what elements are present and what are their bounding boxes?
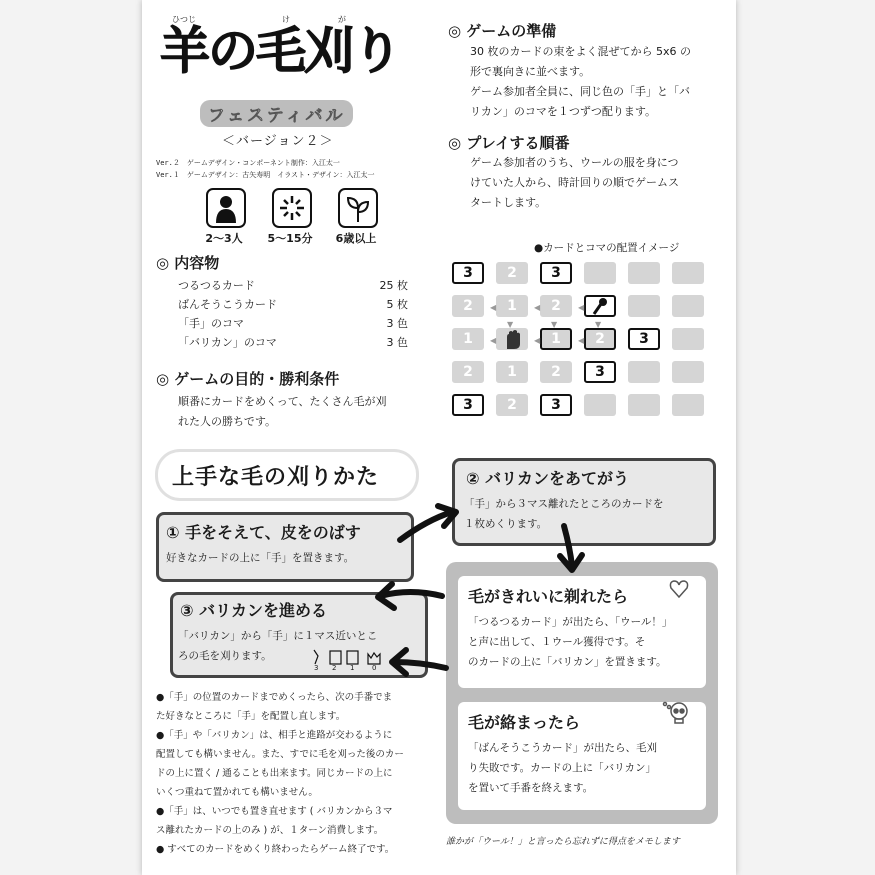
- step2-line: 「手」から３マス離れたところのカードを: [464, 498, 664, 510]
- rules-sheet: [142, 0, 736, 875]
- order-heading: ◎ プレイする順番: [448, 134, 570, 152]
- step2-line: １枚めくります。: [464, 518, 548, 530]
- grid-card-three: 3: [540, 394, 572, 416]
- step3-title: ③ バリカンを進める: [180, 601, 327, 620]
- note-line: た好きなところに「手」を配置し直します。: [156, 711, 346, 722]
- order-line: ゲーム参加者のうち、ウールの服を身につ: [470, 156, 679, 169]
- direction-arrow-icon: ◀: [578, 336, 585, 345]
- setup-heading: ◎ ゲームの準備: [448, 22, 557, 40]
- setup-line: 30 枚のカードの束をよく混ぜてから 5x6 の: [470, 45, 691, 58]
- setup-line: ゲーム参加者全員に、同じ色の「手」と「バ: [470, 85, 690, 98]
- goal-line: れた人の勝ちです。: [178, 415, 277, 428]
- note-line: ●「手」や「バリカン」は、相手と進路が交わるように: [156, 730, 393, 741]
- arrow-panel-to-step3: [380, 592, 442, 596]
- grid-card-number: 2: [496, 262, 528, 284]
- note-line: 配置しても構いません。また、すでに毛を刈った後のカー: [156, 749, 404, 760]
- direction-arrow-icon: ◀: [578, 303, 585, 312]
- mini-label: 0: [372, 664, 377, 672]
- mini-label: 1: [350, 664, 355, 672]
- spec-players: 2〜3人: [205, 232, 243, 245]
- grid-card-number: 2: [540, 295, 572, 317]
- step2-title: ② バリカンをあてがう: [466, 469, 629, 488]
- grid-card-number: 1: [496, 361, 528, 383]
- clean-line: と声に出して、１ウール獲得です。そ: [468, 636, 646, 648]
- mini-label: 2: [332, 664, 337, 672]
- direction-arrow-icon: ◀: [534, 303, 541, 312]
- contents-item-name: つるつるカード: [178, 279, 255, 292]
- order-line: けていた人から、時計回りの順でゲームス: [470, 176, 679, 189]
- spec-time: 5〜15分: [267, 232, 313, 245]
- direction-arrow-icon: ▼: [551, 320, 558, 329]
- grid-card-number: 1: [496, 295, 528, 317]
- note-line: ドの上に置く / 通ることも出来ます。同じカードの上に: [156, 768, 393, 779]
- grid-card-number: 2: [540, 361, 572, 383]
- direction-arrow-icon: ◀: [490, 303, 497, 312]
- grid-card-number: 2: [452, 361, 484, 383]
- tangle-title: 毛が絡まったら: [468, 713, 581, 732]
- game-title: 羊の毛刈り: [160, 22, 400, 80]
- setup-line: リカン」のコマを１つずつ配ります。: [470, 105, 657, 118]
- direction-arrow-icon: ▼: [507, 320, 514, 329]
- clean-title: 毛がきれいに剃れたら: [468, 587, 629, 606]
- direction-arrow-icon: ◀: [490, 336, 497, 345]
- clean-line: 「つるつるカード」が出たら、「ウール！」: [468, 616, 673, 628]
- contents-item-qty: 3 色: [386, 317, 408, 330]
- spec-age: 6歳以上: [335, 232, 377, 245]
- step1-body: 好きなカードの上に「手」を置きます。: [166, 552, 355, 564]
- credit-v2: Ver.２ ゲームデザイン・コンポーネント制作：入江太一: [156, 159, 340, 167]
- howto-heading: 上手な毛の刈りかた: [172, 465, 380, 490]
- footer-note: 誰かが「ウール！」と言ったら忘れずに得点をメモします: [446, 837, 680, 847]
- title-festival: フェスティバル: [200, 100, 353, 127]
- grid-card-number: 1: [452, 328, 484, 350]
- note-line: ス離れたカードの上のみ ) が、１ターン消費します。: [156, 825, 384, 836]
- ruby-hitsuji: ひつじ: [172, 15, 196, 24]
- tangle-line: を置いて手番を終えます。: [468, 782, 594, 794]
- grid-caption: ●カードとコマの配置イメージ: [534, 242, 680, 254]
- contents-item-name: 「手」のコマ: [178, 317, 244, 330]
- contents-item-qty: 5 枚: [386, 298, 408, 311]
- note-line: ●「手」の位置のカードまでめくったら、次の手番でま: [156, 692, 393, 703]
- note-line: ● すべてのカードをめくり終わったらゲーム終了です。: [156, 844, 395, 855]
- note-line: ●「手」は、いつでも置き直せます ( バリカンから３マ: [156, 806, 393, 817]
- mini-label: 3: [314, 664, 319, 672]
- step1-title: ① 手をそえて、皮をのばす: [166, 523, 361, 542]
- grid-card-three: 3: [584, 361, 616, 383]
- grid-card-three: 3: [628, 328, 660, 350]
- grid-card-number: 2: [496, 394, 528, 416]
- direction-arrow-icon: ▼: [595, 320, 602, 329]
- direction-arrow-icon: ◀: [534, 336, 541, 345]
- ruby-ke: け: [282, 15, 290, 24]
- grid-card-number: 2: [452, 295, 484, 317]
- grid-card-three: 3: [452, 262, 484, 284]
- notes-list: [156, 688, 432, 859]
- grid-card-highlighted: 1: [540, 328, 572, 350]
- note-line: いくつ重ねて置かれても構いません。: [156, 787, 318, 798]
- version-label: ＜バージョン２＞: [222, 134, 334, 149]
- goal-line: 順番にカードをめくって、たくさん毛が刈: [178, 395, 387, 408]
- contents-heading: ◎ 内容物: [156, 254, 220, 272]
- step3-line: 「バリカン」から「手」に１マス近いとこ: [178, 630, 378, 642]
- step3-line: ろの毛を刈ります。: [178, 650, 272, 662]
- ruby-ka: が: [338, 15, 346, 24]
- grid-card-three: 3: [540, 262, 572, 284]
- credit-v1: Ver.１ ゲームデザイン：古矢寿明 イラスト・デザイン：入江太一: [156, 171, 375, 179]
- tangle-line: り失敗です。カードの上に「バリカン」: [468, 762, 657, 774]
- grid-card-three: 3: [452, 394, 484, 416]
- contents-item-qty: 3 色: [386, 336, 408, 349]
- order-line: タートします。: [470, 196, 547, 209]
- goal-heading: ◎ ゲームの目的・勝利条件: [156, 370, 340, 388]
- setup-line: 形で裏向きに並べます。: [470, 65, 591, 78]
- grid-card-highlighted: 2: [584, 328, 616, 350]
- contents-item-qty: 25 枚: [379, 279, 408, 292]
- clean-line: のカードの上に「バリカン」を置きます。: [468, 656, 667, 668]
- tangle-line: 「ばんそうこうカード」が出たら、毛刈: [468, 742, 657, 754]
- contents-item-name: 「バリカン」のコマ: [178, 336, 277, 349]
- contents-item-name: ばんそうこうカード: [178, 298, 277, 311]
